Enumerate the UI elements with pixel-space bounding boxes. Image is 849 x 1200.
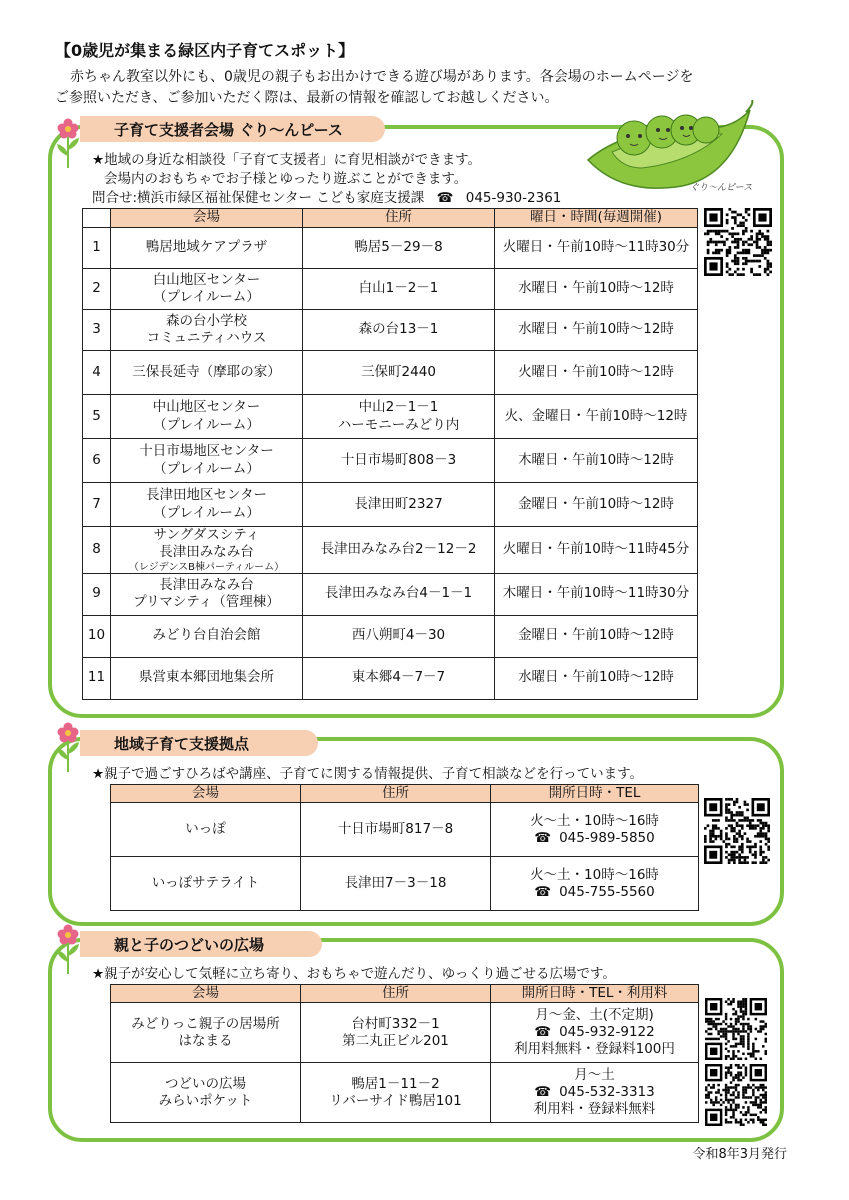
cell-line: 長津田地区センター: [146, 487, 267, 504]
hours-text: 月～金、土(不定期): [535, 1006, 654, 1023]
address-cell: [303, 527, 495, 574]
cell-line: 十日市場町808－3: [340, 451, 457, 468]
venue-cell: いっぽサテライト: [111, 857, 301, 911]
cell-line: 県営東本郷団地集会所: [139, 669, 274, 686]
page-title: 【0歳児が集まる緑区内子育てスポット】: [55, 41, 355, 60]
table-row: [83, 395, 698, 439]
address-cell: 長津田7－3－18: [301, 857, 491, 911]
cell-line: （プレイルーム）: [153, 289, 260, 305]
table-row: [111, 1063, 699, 1123]
cell-line: 鴨居1－11－2: [351, 1075, 440, 1092]
address-cell: [301, 1003, 491, 1063]
venue-cell: [111, 310, 303, 351]
flower-icon: [54, 118, 82, 170]
table-row: [83, 351, 698, 395]
schedule-cell: 水曜日・午前10時～12時: [495, 657, 698, 699]
row-number: 11: [83, 657, 111, 699]
hours-tel-cell: [491, 857, 699, 911]
address-cell: [303, 228, 495, 269]
phone-line: [493, 1084, 696, 1101]
col-header-schedule: 曜日・時間(毎週開催): [495, 209, 698, 228]
venue-cell: [111, 269, 303, 310]
cell-line: 鴨居5－29－8: [354, 239, 443, 256]
venue-cell: [111, 527, 303, 574]
hours-text: 火～土・10時～16時: [530, 866, 659, 883]
col-header-venue: 会場: [111, 209, 303, 228]
cell-line: 東本郷4－7－7: [351, 669, 446, 686]
table-row: [83, 228, 698, 269]
table-row: [83, 657, 698, 699]
cell-line: サングダスシティ: [153, 527, 260, 543]
section2-line-1: ★親子で過ごすひろばや講座、子育てに関する情報提供、子育て相談などを行っています。: [92, 766, 644, 782]
venue-note: （レジデンスB棟パーティルーム）: [128, 561, 285, 573]
cell-line: みらいポケット: [158, 1092, 253, 1109]
cell-line: 白山1－2－1: [358, 280, 439, 297]
row-number: 2: [83, 269, 111, 310]
cell-line: 三保長延寺（摩耶の家）: [132, 363, 281, 380]
cell-line: 長津田みなみ台4－1－1: [324, 585, 473, 602]
flower-icon: [54, 722, 82, 774]
table-row: [83, 573, 698, 615]
phone-line: [493, 830, 696, 847]
intro-line-1: 赤ちゃん教室以外にも、0歳児の親子もお出かけできる遊び場があります。各会場のホームページを: [70, 69, 694, 85]
address-cell: [303, 657, 495, 699]
cell-line: 中山2－1－1: [358, 399, 439, 416]
cell-line: つどいの広場: [165, 1075, 246, 1092]
cell-line: （プレイルーム）: [153, 416, 260, 433]
venue-cell: [111, 615, 303, 657]
col-header-hours-tel: 開所日時・TEL: [491, 785, 699, 803]
phone-number: 045-932-9122: [559, 1024, 655, 1041]
row-number: 1: [83, 228, 111, 269]
cell-line: 長津田みなみ台: [159, 544, 254, 561]
cell-line: 森の台13－1: [358, 321, 439, 338]
row-number: 3: [83, 310, 111, 351]
col-header-hours-tel-fee: 開所日時・TEL・利用料: [491, 985, 699, 1003]
section-plaza-title: 親と子のつどいの広場: [114, 935, 265, 954]
cell-line: コミュニティハウス: [146, 330, 267, 346]
contact-phone: 045-930-2361: [465, 190, 562, 206]
address-cell: [303, 395, 495, 439]
phone-icon: ☎: [534, 1084, 552, 1101]
table-row: [111, 1003, 699, 1063]
hours-text: 月～土: [574, 1066, 615, 1083]
phone-icon: ☎: [534, 1024, 552, 1041]
section1-line-2: 会場内のおもちゃでお子様とゆったり遊ぶことができます。: [104, 171, 468, 187]
fee-text: 利用料・登録料無料: [533, 1101, 656, 1118]
qr-code-icon: [703, 798, 771, 864]
table-row: [111, 857, 699, 911]
mascot-signature: ぐり～んピース: [690, 183, 753, 193]
cell-line: 中山地区センター: [152, 399, 261, 416]
row-number: 4: [83, 351, 111, 395]
hub-table: [110, 784, 699, 911]
address-cell: [301, 1063, 491, 1123]
cell-line: 第二丸正ビル201: [342, 1032, 449, 1049]
row-number: 9: [83, 573, 111, 615]
schedule-cell: 木曜日・午前10時～11時30分: [495, 573, 698, 615]
venue-cell: [111, 351, 303, 395]
greenpeace-table: [82, 208, 698, 700]
col-header-address: 住所: [303, 209, 495, 228]
cell-line: みどり台自治会館: [152, 627, 261, 644]
section1-line-1: ★地域の身近な相談役「子育て支援者」に育児相談ができます。: [92, 152, 482, 168]
cell-line: プリマシティ（管理棟）: [133, 594, 280, 611]
address-cell: [303, 351, 495, 395]
table-row: [111, 803, 699, 857]
address-cell: [303, 439, 495, 483]
cell-line: 長津田みなみ台: [159, 576, 254, 593]
venue-cell: [111, 573, 303, 615]
address-cell: [303, 310, 495, 351]
row-number: 5: [83, 395, 111, 439]
hours-tel-cell: [491, 803, 699, 857]
intro-line-2: ご参照いただき、ご参加いただく際は、最新の情報を確認してお越しください。: [55, 90, 559, 106]
address-cell: [303, 269, 495, 310]
phone-icon: ☎: [436, 190, 454, 206]
phone-number: 045-755-5560: [559, 883, 655, 900]
qr-code-icon: [703, 1064, 769, 1126]
address-cell: [303, 573, 495, 615]
table-row: [83, 439, 698, 483]
cell-line: リバーサイド鴨居101: [329, 1092, 462, 1109]
venue-cell: [111, 657, 303, 699]
cell-line: 長津田みなみ台2－12－2: [320, 541, 477, 558]
cell-line: 長津田町2327: [354, 495, 443, 512]
row-number: 7: [83, 483, 111, 527]
table-row: [83, 310, 698, 351]
fee-text: 利用料無料・登録料100円: [514, 1041, 675, 1058]
schedule-cell: 火曜日・午前10時～12時: [495, 351, 698, 395]
section-hub-title: 地域子育て支援拠点: [114, 734, 250, 753]
venue-cell: [111, 483, 303, 527]
col-header-no: [83, 209, 111, 228]
phone-line: [493, 884, 696, 901]
col-header-venue: 会場: [111, 785, 301, 803]
schedule-cell: 木曜日・午前10時～12時: [495, 439, 698, 483]
phone-icon: ☎: [534, 883, 552, 900]
cell-line: 白山地区センター: [152, 271, 261, 288]
phone-number: 045-989-5850: [559, 829, 655, 846]
section-hub-tab: [80, 730, 318, 756]
schedule-cell: 金曜日・午前10時～12時: [495, 483, 698, 527]
table-row: [83, 527, 698, 574]
table-row: [83, 483, 698, 527]
qr-code-icon: [703, 208, 773, 276]
cell-line: はなまる: [178, 1032, 233, 1049]
cell-line: 西八朔町4－30: [351, 627, 446, 644]
address-cell: 十日市場町817－8: [301, 803, 491, 857]
phone-number: 045-532-3313: [559, 1084, 655, 1101]
cell-line: 鴨居地域ケアプラザ: [145, 239, 268, 256]
schedule-cell: 火曜日・午前10時～11時45分: [495, 527, 698, 574]
section1-contact: [92, 186, 561, 206]
hours-tel-fee-cell: [491, 1003, 699, 1063]
cell-line: （プレイルーム）: [153, 460, 260, 477]
address-cell: [303, 483, 495, 527]
schedule-cell: 火、金曜日・午前10時～12時: [495, 395, 698, 439]
section-greenpeace-tab: [80, 116, 385, 142]
cell-line: （プレイルーム）: [153, 504, 260, 521]
section-greenpeace-title: 子育て支援者会場 ぐり～んピース: [114, 120, 343, 139]
table-row: [83, 615, 698, 657]
cell-line: 森の台小学校: [166, 312, 247, 329]
qr-code-icon: [703, 998, 769, 1060]
contact-label: 問合せ:横浜市緑区福祉保健センター こども家庭支援課: [92, 190, 425, 206]
cell-line: みどりっこ親子の居場所: [131, 1015, 280, 1032]
hours-text: 火～土・10時～16時: [530, 812, 659, 829]
hours-tel-fee-cell: [491, 1063, 699, 1123]
cell-line: 三保町2440: [361, 363, 436, 380]
col-header-address: 住所: [301, 785, 491, 803]
row-number: 6: [83, 439, 111, 483]
cell-line: 十日市場地区センター: [139, 443, 274, 460]
issued-date: 令和8年3月発行: [692, 1147, 787, 1162]
row-number: 8: [83, 527, 111, 574]
plaza-table: [110, 984, 699, 1123]
table-row: [83, 269, 698, 310]
venue-cell: [111, 1003, 301, 1063]
venue-cell: [111, 439, 303, 483]
col-header-venue: 会場: [111, 985, 301, 1003]
phone-line: [493, 1024, 696, 1041]
section-plaza-tab: [80, 931, 322, 957]
venue-cell: [111, 395, 303, 439]
venue-cell: [111, 228, 303, 269]
col-header-address: 住所: [301, 985, 491, 1003]
venue-cell: [111, 1063, 301, 1123]
venue-cell: いっぽ: [111, 803, 301, 857]
cell-line: 台村町332－1: [351, 1015, 440, 1032]
flower-icon: [54, 924, 82, 976]
address-cell: [303, 615, 495, 657]
schedule-cell: 水曜日・午前10時～12時: [495, 310, 698, 351]
schedule-cell: 金曜日・午前10時～12時: [495, 615, 698, 657]
phone-icon: ☎: [534, 829, 552, 846]
row-number: 10: [83, 615, 111, 657]
schedule-cell: 水曜日・午前10時～12時: [495, 269, 698, 310]
schedule-cell: 火曜日・午前10時～11時30分: [495, 228, 698, 269]
cell-line: ハーモニーみどり内: [337, 416, 460, 433]
section3-line-1: ★親子が安心して気軽に立ち寄り、おもちゃで遊んだり、ゆっくり過ごせる広場です。: [92, 966, 616, 982]
